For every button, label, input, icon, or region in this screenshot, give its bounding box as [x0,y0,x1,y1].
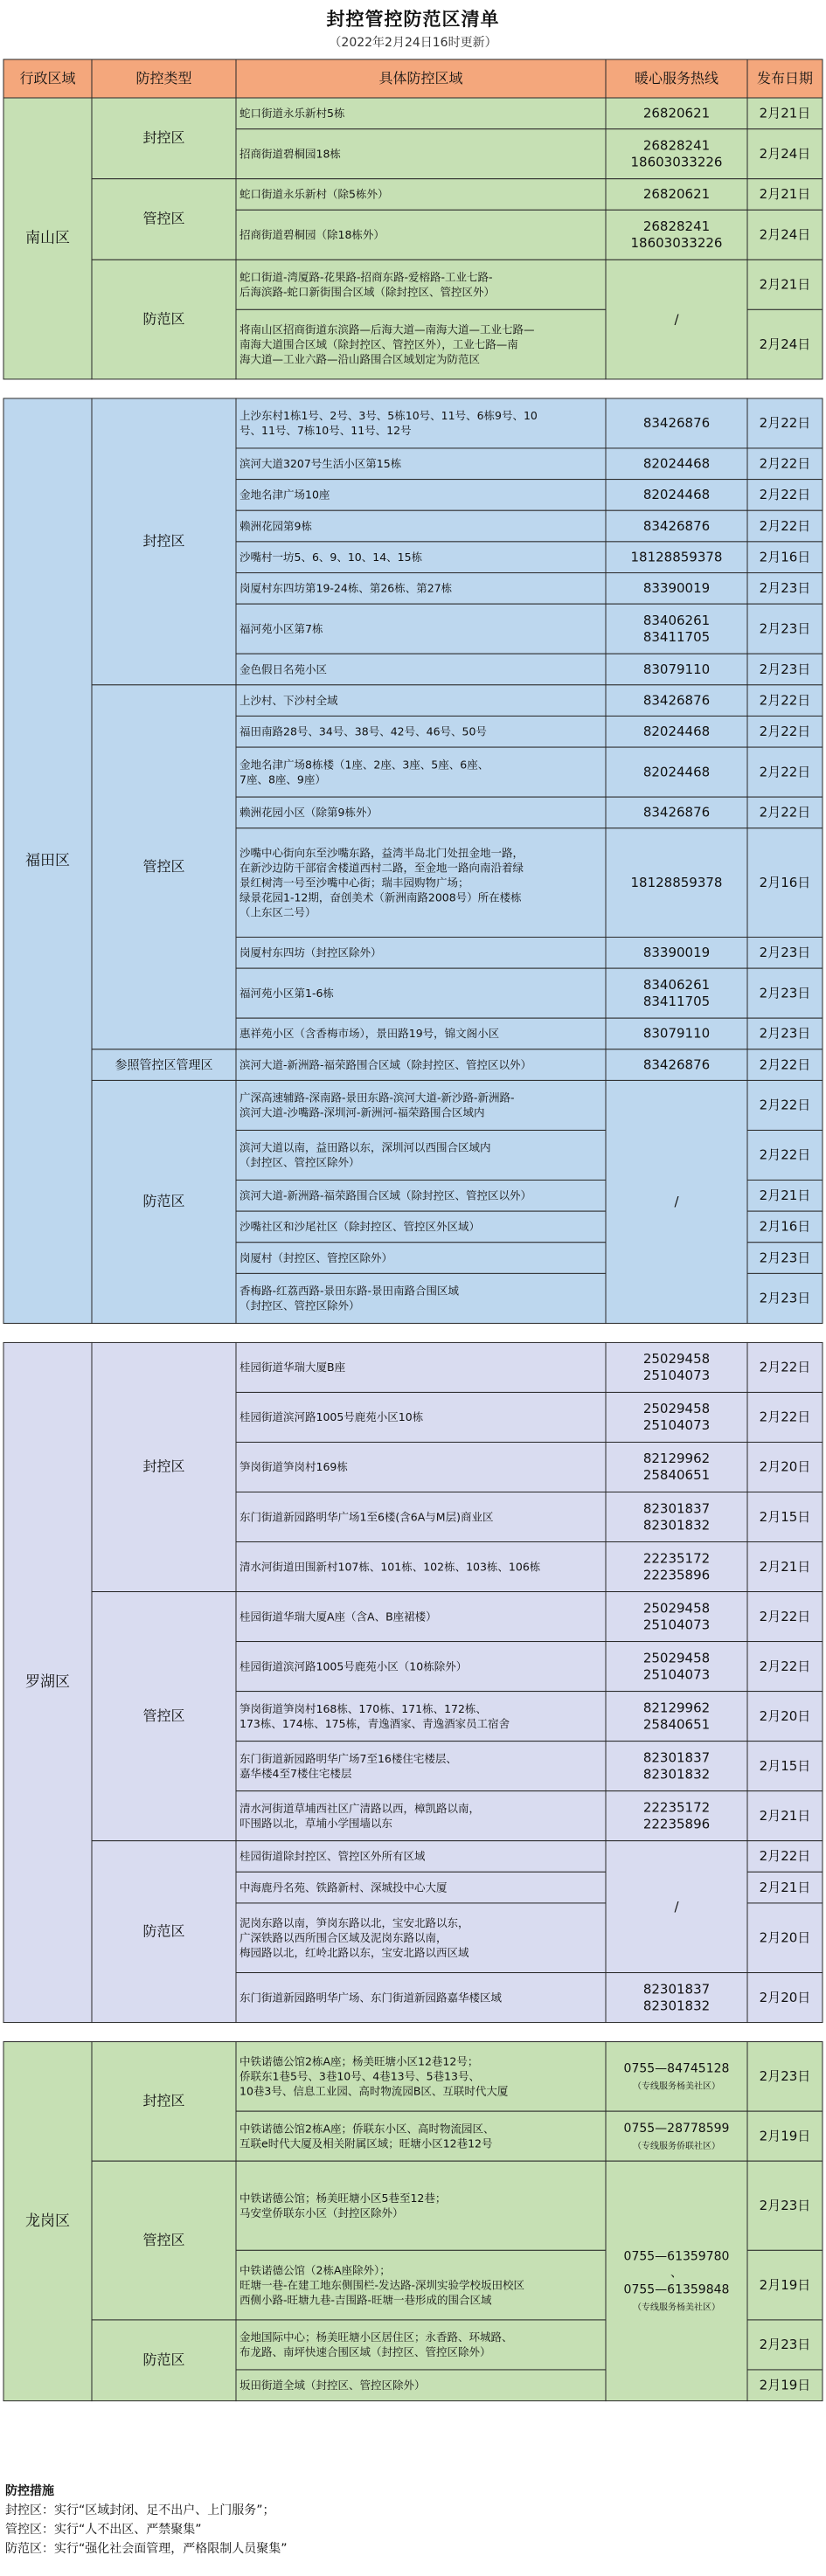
area-text: 嘉华楼4至7楼住宅楼层 [239,1766,352,1780]
hotline-text: 26828241 [642,218,711,235]
control-type: 管控区 [142,858,185,876]
area-text: 沙嘴社区和沙尾社区（除封控区、管控区外区域） [239,1220,481,1234]
area-text: 景红树湾一号至沙嘴中心街；瑞丰园购物广场； [239,876,469,890]
page-subtitle: （2022年2月24日16时更新） [329,36,497,50]
area-text: 西侧小路-旺塘九巷-吉围路-旺塘一巷形成的围合区域 [239,2293,492,2307]
hotline-text: （专线服务侨联社区） [633,2141,720,2151]
date-text: 2月21日 [759,186,811,203]
area-text: 蛇口街道-湾厦路-花果路-招商东路-爱榕路-工业七路- [239,270,493,284]
hotline-text: 25840651 [642,1716,711,1733]
header-type: 防控类型 [135,69,192,87]
date-text: 2月20日 [759,1458,811,1475]
date-text: 2月23日 [759,580,811,597]
area-text: 桂园街道华瑞大厦B座 [239,1361,346,1375]
area-text: 笋岗街道笋岗村169栋 [239,1460,348,1474]
hotline-text: 18603033226 [630,235,723,252]
area-text: 上沙村、下沙村全域 [239,693,338,707]
notes-title: 防控措施 [5,2484,54,2498]
hotline-text: 82301837 [642,1500,711,1517]
hotline-text: 82301837 [642,1749,711,1766]
hotline-text: 83406261 [642,976,711,993]
hotline-text: （专线服务杨美社区） [633,2081,720,2092]
area-text: 在新沙边防干部宿舍楼道西村二路，至金地一路向南沿着绿 [239,861,524,875]
area-text: 笋岗街道笋岗村168栋、170栋、171栋、172栋、 [239,1701,487,1715]
area-text: 沙嘴村一坊5、6、9、10、14、15栋 [239,550,423,564]
hotline-text: 82301837 [642,1981,711,1998]
date-text: 2月21日 [759,105,811,121]
hotline-text: 82301832 [642,1998,711,2014]
date-text: 2月22日 [759,692,811,709]
area-text: 金地国际中心；杨美旺塘小区居住区；永香路、环城路、 [239,2330,513,2344]
hotline-text: 83426876 [642,415,711,432]
date-text: 2月23日 [759,2198,811,2214]
area-text: 东门街道新园路明华广场、东门街道新园路嘉华楼区域 [239,1991,503,2005]
date-text: 2月24日 [759,226,811,243]
date-text: 2月23日 [759,945,811,961]
area-text: 号、11号、7栋10号、11号、12号 [239,424,412,438]
header-hotline: 暖心服务热线 [634,69,719,87]
date-text: 2月23日 [759,1250,811,1266]
hotline-text: / [674,1194,679,1210]
date-text: 2月23日 [759,661,811,677]
hotline-cell [606,2161,747,2400]
area-text: 岗厦村东四坊（封控区除外） [239,945,382,959]
area-text: 滨河大道-新洲路-福荣路围合区域（除封控区、管控区以外） [239,1188,532,1202]
control-type: 封控区 [142,2092,185,2109]
date-text: 2月20日 [759,1989,811,2005]
area-text: 桂园街道滨河路1005号鹿苑小区10栋 [239,1410,424,1424]
area-text: 梅园路以北，红岭北路以东，宝安北路以西区域 [239,1945,469,1959]
hotline-text: 83426876 [642,1056,711,1073]
date-text: 2月22日 [759,1146,811,1163]
area-text: 侨联东1巷5号、3巷10号、4巷13号、5巷13号、 [239,2069,480,2083]
hotline-text: 25029458 [642,1401,711,1417]
district-name: 福田区 [25,851,70,869]
date-text: 2月20日 [759,1929,811,1946]
area-text: 后海滨路-蛇口新街围合区域（除封控区、管控区外） [239,285,496,299]
hotline-text: （专线服务杨美社区） [633,2302,720,2313]
date-text: 2月23日 [759,1290,811,1306]
date-text: 2月22日 [759,1097,811,1113]
area-text: 旺塘一巷-在建工地东侧围栏-发达路-深圳实验学校坂田校区 [239,2278,525,2292]
area-text: 惠祥苑小区（含香梅市场），景田路19号，锦文阁小区 [239,1027,500,1041]
date-text: 2月22日 [759,764,811,780]
area-text: 招商街道碧桐园（除18栋外） [239,228,385,242]
area-text: 马安堂侨联东小区（封控区除外） [239,2206,404,2220]
hotline-text: 83390019 [642,580,711,597]
district-name: 龙岗区 [25,2212,70,2230]
hotline-text: 83079110 [642,1025,711,1042]
area-text: 广深高速辅路-深南路-景田东路-滨河大道-新沙路-新洲路- [239,1091,515,1104]
hotline-text: 83411705 [642,628,711,645]
notes-section [5,2482,818,2559]
hotline-text: 82024468 [642,455,711,472]
area-text: 福河苑小区第1-6栋 [239,986,334,1000]
date-text: 2月21日 [759,1807,811,1824]
area-text: 岗厦村东四坊第19-24栋、第26栋、第27栋 [239,581,453,595]
hotline-text: 26820621 [642,186,711,203]
area-text: 金地名津广场10座 [239,488,330,502]
area-text: 中铁诺德公馆2栋A座；杨美旺塘小区12巷12号； [239,2054,479,2068]
control-type: 防范区 [142,2351,185,2369]
hotline-cell [606,2111,747,2161]
hotline-text: 82301832 [642,1766,711,1783]
area-text: 吓围路以北，草埔小学围墙以东 [239,1816,393,1830]
notes-item: 封控区：实行“区域封闭、足不出户、上门服务”； [5,2503,275,2517]
area-text: 广深铁路以西所围合区域及泥岗东路以南， [239,1930,448,1944]
area-text: 将南山区招商街道东滨路—后海大道—南海大道—工业七路— [239,322,535,336]
date-text: 2月21日 [759,1558,811,1575]
hotline-text: 18128859378 [630,874,723,890]
area-text: 金地名津广场8栋楼（1座、2座、3座、5座、6座、 [239,758,489,772]
district-name: 罗湖区 [25,1673,70,1692]
hotline-text: 25104073 [642,1617,711,1633]
area-text: 沙嘴中心街向东至沙嘴东路，益湾半岛北门处扭金地一路， [239,846,524,860]
hotline-text: 18603033226 [630,154,723,170]
date-text: 2月22日 [759,1409,811,1425]
hotline-text: 83426876 [642,517,711,534]
area-text: 海大道—工业六路—沿山路围合区域划定为防范区 [239,352,481,366]
date-text: 2月22日 [759,517,811,534]
area-text: 蛇口街道永乐新村5栋 [239,107,345,121]
hotline-text: 25104073 [642,1666,711,1683]
date-text: 2月20日 [759,1707,811,1724]
date-text: 2月16日 [759,549,811,565]
area-text: 东门街道新园路明华广场1至6楼(含6A与M层)商业区 [239,1510,494,1524]
area-text: 10巷3号、信息工业园、高时物流园B区、互联时代大厦 [239,2084,509,2098]
hotline-text: 82301832 [642,1517,711,1534]
date-text: 2月21日 [759,1879,811,1895]
hotline-text: 83426876 [642,692,711,709]
hotline-text: 0755—61359780 [623,2249,730,2264]
area-text: 布龙路、南坪快速合围区域（封控区、管控区除外） [239,2345,491,2359]
district-name: 南山区 [25,229,70,247]
hotline-text: 26828241 [642,137,711,154]
hotline-text: 22235172 [642,1550,711,1567]
area-text: 滨河大道-新洲路-福荣路围合区域（除封控区、管控区以外） [239,1057,532,1071]
notes-item: 防范区：实行“强化社会面管理，严格限制人员聚集” [5,2542,288,2556]
hotline-text: 22235896 [642,1816,711,1832]
area-text: 中铁诺德公馆；杨美旺塘小区5巷至12巷； [239,2192,447,2206]
area-text: 赖洲花园小区（除第9栋外） [239,806,378,820]
date-text: 2月23日 [759,2337,811,2353]
hotline-text: 83426876 [642,804,711,821]
hotline-text: 83411705 [642,993,711,1009]
hotline-text: 22235172 [642,1799,711,1816]
date-text: 2月22日 [759,1608,811,1624]
area-text: 中海鹿丹名苑、铁路新村、深城投中心大厦 [239,1880,448,1894]
area-text: 岗厦村（封控区、管控区除外） [239,1250,393,1264]
hotline-text: 83079110 [642,661,711,677]
area-text: 赖洲花园第9栋 [239,519,312,533]
area-text: 中铁诺德公馆（2栋A座除外）； [239,2263,391,2277]
date-text: 2月22日 [759,804,811,821]
hotline-text: 25104073 [642,1368,711,1384]
date-text: 2月24日 [759,336,811,352]
date-text: 2月16日 [759,874,811,890]
area-text: 桂园街道除封控区、管控区外所有区域 [239,1849,426,1863]
area-text: 招商街道碧桐园18栋 [239,147,341,161]
header-district: 行政区域 [19,69,76,87]
area-text: 滨河大道3207号生活小区第15栋 [239,457,402,471]
hotline-text: 25840651 [642,1467,711,1484]
area-text: 173栋、174栋、175栋，青逸酒家、青逸酒家员工宿舍 [239,1716,510,1730]
date-text: 2月21日 [759,276,811,293]
hotline-text: 25029458 [642,1600,711,1617]
date-text: 2月16日 [759,1218,811,1235]
area-text: 上沙东村1栋1号、2号、3号、5栋10号、11号、6栋9号、10 [239,409,538,423]
date-text: 2月19日 [759,2276,811,2293]
control-type: 封控区 [142,1458,185,1475]
control-type: 管控区 [142,210,185,227]
area-text: 南海大道围合区域（除封控区、管控区外），工业七路—南 [239,337,518,351]
date-text: 2月22日 [759,1848,811,1865]
date-text: 2月22日 [759,455,811,472]
date-text: 2月21日 [759,1188,811,1204]
hotline-text: 0755—61359848 [623,2282,730,2297]
control-type: 管控区 [142,1707,185,1724]
date-text: 2月22日 [759,724,811,740]
control-type: 封控区 [142,129,185,147]
area-text: （封控区、管控区除外） [239,1298,360,1312]
area-text: 蛇口街道永乐新村（除5栋外） [239,187,389,201]
hotline-text: 82129962 [642,1700,711,1716]
area-text: 桂园街道滨河路1005号鹿苑小区（10栋除外） [239,1659,468,1673]
date-text: 2月15日 [759,1757,811,1774]
area-text: 7座、8座、9座） [239,772,326,786]
date-text: 2月24日 [759,145,811,162]
area-text: 互联e时代大厦及相关附属区域；旺塘小区12巷12号 [239,2136,493,2150]
hotline-text: 、 [670,2266,683,2281]
area-text: 清水河街道田围新村107栋、101栋、102栋、103栋、106栋 [239,1560,541,1574]
area-text: 泥岗东路以南，笋岗东路以北，宝安北路以东， [239,1915,469,1929]
area-text: 坂田街道全域（封控区、管控区除外） [239,2379,426,2392]
date-text: 2月15日 [759,1508,811,1525]
area-text: 滨河大道-沙嘴路-深圳河-新洲河-福荣路围合区域内 [239,1105,485,1119]
control-type: 参照管控区管理区 [115,1058,213,1073]
date-text: 2月23日 [759,2068,811,2085]
date-text: 2月22日 [759,487,811,503]
area-text: 中铁诺德公馆2栋A座；侨联东小区、高时物流园区、 [239,2122,495,2136]
area-text: 桂园街道华瑞大厦A座（含A、B座裙楼） [239,1610,437,1624]
date-text: 2月22日 [759,1056,811,1073]
header-area: 具体防控区域 [378,69,463,87]
hotline-text: 82024468 [642,764,711,780]
header-date: 发布日期 [756,69,814,87]
hotline-text: 25104073 [642,1417,711,1434]
area-text: （封控区、管控区除外） [239,1155,360,1169]
date-text: 2月22日 [759,1658,811,1674]
hotline-text: 0755—84745128 [623,2061,730,2076]
page-title: 封控管控防范区清单 [326,9,500,30]
hotline-text: 25029458 [642,1650,711,1666]
hotline-text: 0755—28778599 [623,2121,730,2136]
hotline-text: 82024468 [642,724,711,740]
date-text: 2月22日 [759,1359,811,1375]
notes-item: 管控区：实行“人不出区、严禁聚集” [5,2523,202,2537]
date-text: 2月23日 [759,1025,811,1042]
area-text: 清水河街道草埔西社区广清路以西，樟凯路以南， [239,1801,481,1815]
hotline-text: 26820621 [642,105,711,121]
date-text: 2月19日 [759,2128,811,2144]
area-text: 金色假日名苑小区 [239,662,328,676]
area-text: 绿景花园1-12期，奋创美术（新洲南路2008号）所在楼栋 [239,890,522,904]
hotline-text: 83390019 [642,945,711,961]
hotline-cell [606,2042,747,2112]
control-type: 管控区 [142,2231,185,2248]
hotline-text: 22235896 [642,1567,711,1583]
hotline-text: / [674,311,679,328]
date-text: 2月19日 [759,2377,811,2393]
date-text: 2月23日 [759,620,811,637]
hotline-text: 82129962 [642,1451,711,1467]
control-type: 封控区 [142,532,185,550]
control-type: 防范区 [142,1922,185,1940]
area-text: 香梅路-红荔西路-景田东路-景田南路合围区域 [239,1284,460,1298]
area-text: （上东区二号） [239,905,316,919]
area-text: 福河苑小区第7栋 [239,621,323,635]
hotline-text: 83406261 [642,612,711,628]
hotline-text: 25029458 [642,1351,711,1368]
date-text: 2月23日 [759,985,811,1001]
control-type: 防范区 [142,1193,185,1210]
area-text: 滨河大道以南，益田路以东，深圳河以西围合区域内 [239,1140,491,1154]
date-text: 2月22日 [759,415,811,432]
control-type: 防范区 [142,310,185,328]
area-text: 福田南路28号、34号、38号、42号、46号、50号 [239,724,487,738]
hotline-text: / [674,1898,679,1915]
hotline-text: 82024468 [642,487,711,503]
area-text: 东门街道新园路明华广场7至16楼住宅楼层、 [239,1751,457,1765]
hotline-text: 18128859378 [630,549,723,565]
